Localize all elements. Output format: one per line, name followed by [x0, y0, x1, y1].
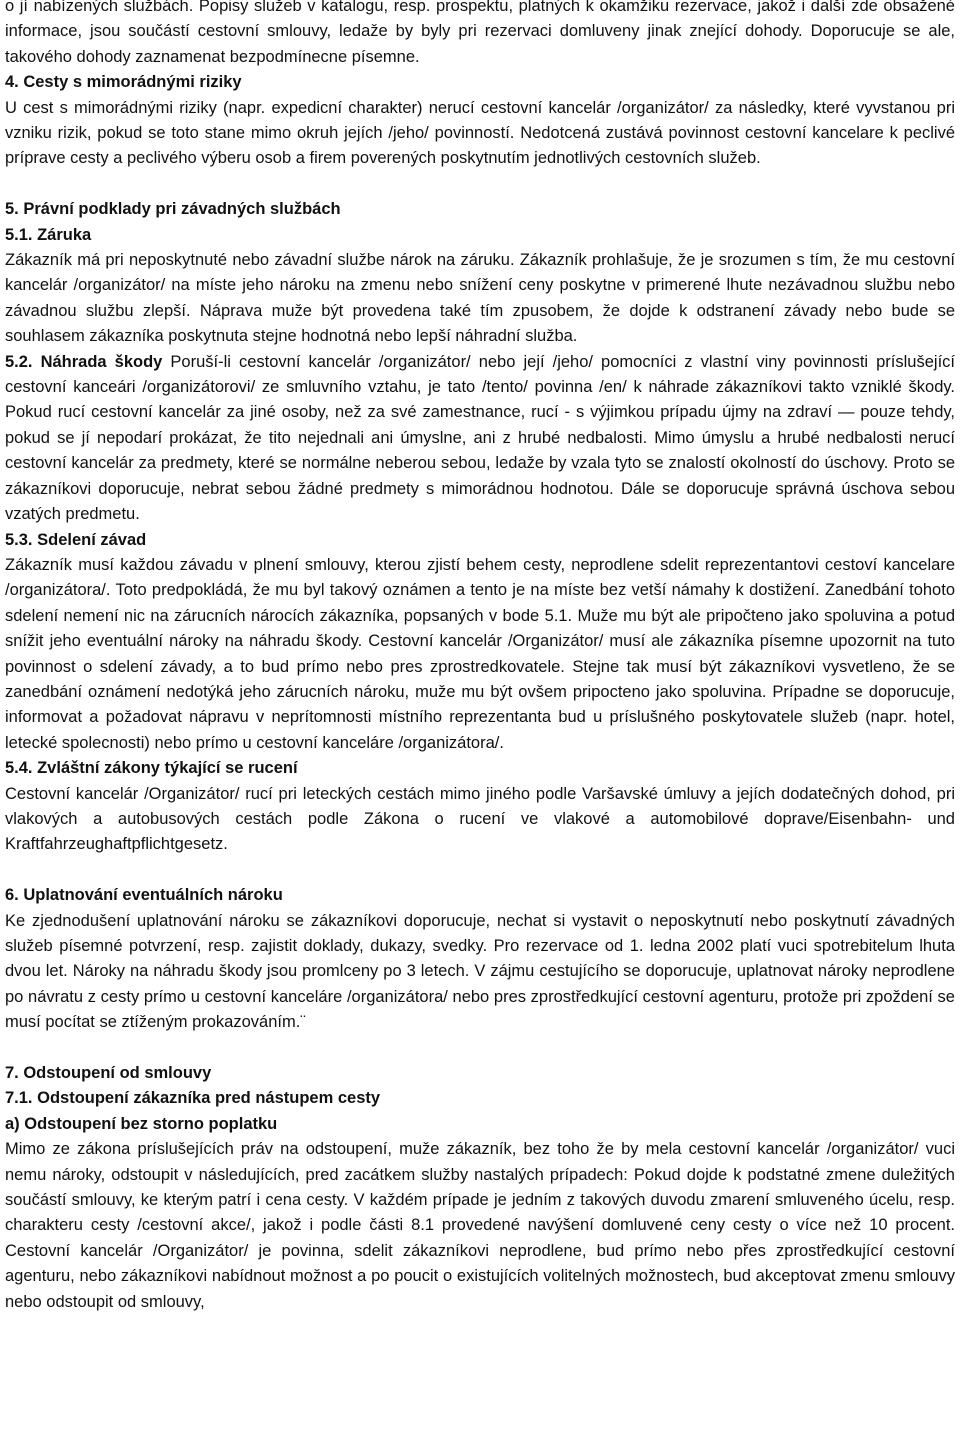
spacer	[5, 1036, 955, 1061]
spacer	[5, 858, 955, 883]
section-5-4-body: Cestovní kancelár /Organizátor/ rucí pri leteckých cestách mimo jiného podle Varšavské úmluvy a jejích dodatečných dohod, pri vlakových a autobusových cestách podle Zákona o rucení ve vlakové a automobilové doprave/Eisenbahn- und Kraftfahrzeughaftpflichtgesetz.	[5, 784, 955, 854]
section-6-body: Ke zjednodušení uplatnování nároku se zákazníkovi doporucuje, nechat si vystavit o neposkytnutí nebo poskytnutí závadných služeb písemné potvrzení, resp. zajistit doklady, dukazy, svedky. Pro rezervace od 1. ledna 2002 platí vuci spotrebitelum lhuta dvou let. Nároky na náhradu škody jsou promlceny po 3 letech. V zájmu cestujícího se doporucuje, uplatnovat nároky neprodlene po návratu z cesty prímo u cestovní kanceláre /organizátora/ nebo pres zprostředkující cestovní agenturu, protože pri zpoždení se musí pocítat se ztíženým prokazováním.¨	[5, 911, 955, 1032]
section-5-1-body: Zákazník má pri neposkytnuté nebo závadní službe nárok na záruku. Zákazník prohlašuje, že je srozumen s tím, že mu cestovní kancelár /organizátor/ na míste jeho nároku na zmenu nebo snížení ceny poskytne v primerené lhute nezávadnou službu nebo závadnou službu zlepší. Náprava muže být provedena také tím zpusobem, že dojde k odstranení závady nebo bude se souhlasem zákazníka poskytnuta stejne hodnotná nebo lepší náhradní služba.	[5, 251, 955, 346]
section-5-1-heading: 5.1. Záruka	[5, 225, 92, 244]
section-7-heading: 7. Odstoupení od smlouvy	[5, 1064, 212, 1083]
section-7-1a-body: Mimo ze zákona príslušejících práv na odstoupení, muže zákazník, bez toho že by mela cestovní kancelár /organizátor/ vuci nemu nároky, odstoupit v následujících, pred zacátkem služby nastalých prípadech: Pokud dojde k podstatné zmene duležitých součástí smlouvy, ke kterým patrí i cena cesty. V každém prípade je jedním z takových duvodu zmarení smluveného úcelu, resp. charakteru cesty /cestovní akce/, jakož i podle části 8.1 provedené navýšení domluvené ceny cesty o více než 10 procent. Cestovní kancelár /Organizátor/ je povinna, sdelit zákazníkovi neprodlene, bud prímo nebo přes zprostředkující cestovní agenturu, nebo zákazníkovi nabídnout možnost a po poucit o existujících volitelných možnostech, bud akceptovat zmenu smlouvy nebo odstoupit od smlouvy,	[5, 1140, 955, 1311]
intro-paragraph: o jí nabízených službách. Popisy služeb v katalogu, resp. prospektu, platných k okamžiku rezervace, jakož i další zde obsažené informace, jsou součástí cestovní smlouvy, ledaže by byly pri rezervaci domluveny jinak znející dohody. Doporucuje se ale, takového dohody zaznamenat bezpodmínecne písemne.	[5, 0, 955, 66]
section-5-4-heading: 5.4. Zvláštní zákony týkající se rucení	[5, 759, 298, 778]
section-6-heading: 6. Uplatnování eventuálních nároku	[5, 886, 283, 905]
section-4-heading: 4. Cesty s mimorádnými riziky	[5, 73, 242, 92]
spacer	[5, 172, 955, 197]
section-4-body: U cest s mimorádnými riziky (napr. expedicní charakter) nerucí cestovní kancelár /organizátor/ za následky, které vyvstanou pri vzniku rizik, pokud se toto stane mimo okruh jejích /jeho/ povinností. Nedotcená zustává povinnost cestovní kancelare k peclivé príprave cesty a peclivého výberu osob a firem poverených poskytnutím jednotlivých cestovních služeb.	[5, 98, 955, 168]
section-5-heading: 5. Právní podklady pri závadných službách	[5, 200, 341, 219]
section-7-1-heading: 7.1. Odstoupení zákazníka pred nástupem cesty	[5, 1089, 381, 1108]
section-5-2-paragraph	[5, 350, 955, 528]
section-5-2-heading: 5.2. Náhrada škody	[5, 352, 163, 371]
section-5-3-body: Zákazník musí každou závadu v plnení smlouvy, kterou zjistí behem cesty, neprodlene sdelit reprezentantovi cestoví kancelare /organizátora/. Toto predpokládá, že mu byl takový oznámen a tento je na míste bez vetší námahy k dostižení. Zanedbání tohoto sdelení nemení nic na zárucních nárocích zákazníka, popsaných v bode 5.1. Muže mu být ale pripočteno jako spoluvina a potud snížit jeho eventuální nároky na náhradu škody. Cestovní kancelár /Organizátor/ musí ale zákazníka písemne upozornit na tuto povinnost o sdelení závady, a to bud prímo nebo pres zprostredkovatele. Stejne tak musí být zákazníkovi vysvetleno, že se zanedbání oznámení nedotýká jeho zárucních nároku, muže mu být ovšem pripocteno jako spoluvina. Prípadne se doporucuje, informovat a požadovat nápravu v neprítomnosti místního reprezentanta bud u príslušného poskytovatele služeb (napr. hotel, letecké spolecnosti) nebo prímo u cestovní kanceláre /organizátora/.	[5, 555, 955, 752]
section-5-3-heading: 5.3. Sdelení závad	[5, 530, 147, 549]
section-5-2-body: Poruší-li cestovní kancelár /organizátor/ nebo její /jeho/ pomocníci z vlastní viny povinnosti príslušející cestovní kanceári /organizátorovi/ ze smluvního vztahu, je tato /tento/ povinna /en/ k náhrade zákazníkovi takto vzniklé škody. Pokud rucí cestovní kancelár za jiné osoby, než za své zamestnance, rucí - s výjimkou prípadu újmy na zdraví — pouze tehdy, pokud se jí nepodarí prokázat, že tito nejednali ani úmyslne, ani z hrubé nedbalosti. Mimo úmyslu a hrubé nedbalosti nerucí cestovní kancelár za predmety, které se normálne neberou sebou, ledaže by vzala tyto se znalostí okolností do úschovy. Proto se zákazníkovi doporucuje, nebrat sebou žádné predmety s mimorádnou hodnotou. Dále se doporucuje správná úschova sebou vzatých predmetu.	[5, 352, 955, 524]
section-7-1a-heading: a) Odstoupení bez storno poplatku	[5, 1114, 278, 1133]
